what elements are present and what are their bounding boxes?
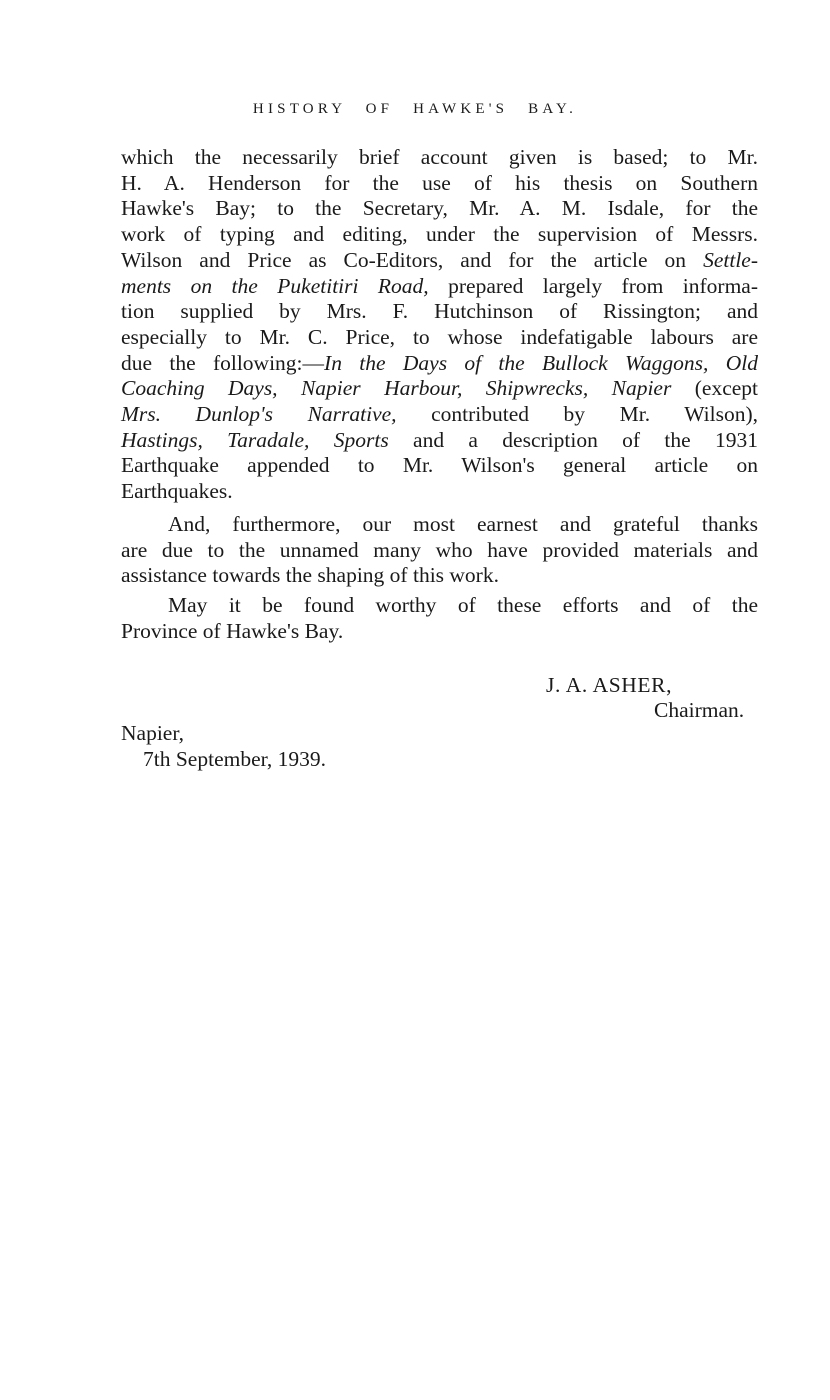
text-run: prepared largely from informa-	[428, 273, 758, 298]
text-line	[121, 376, 758, 402]
text-line	[121, 402, 758, 428]
paragraph-3-lines	[121, 593, 758, 644]
text-run: Province of Hawke's Bay.	[121, 618, 344, 643]
italic-text: Coaching Days, Napier Harbour, Shipwrecks, Napier	[121, 376, 672, 401]
text-run: and a description of the 1931	[388, 427, 759, 452]
paragraph-1-lines	[121, 145, 758, 505]
text-run: which the necessarily brief account given is based; to Mr.	[121, 145, 758, 169]
text-line	[121, 274, 758, 300]
running-head: HISTORY OF HAWKE'S BAY.	[252, 101, 578, 117]
text-line	[121, 196, 758, 222]
text-line	[121, 171, 758, 197]
text-run: due the following:—	[121, 350, 325, 375]
signature-name: J. A. ASHER,	[546, 673, 673, 697]
text-run: Earthquake appended to Mr. Wilson's general article on	[121, 453, 758, 478]
text-run: Wilson and Price as Co-Editors, and for the article on	[121, 247, 704, 272]
text-line	[121, 299, 758, 325]
paragraph-thanks	[121, 512, 758, 589]
text-line	[121, 351, 758, 377]
date-line: 7th September, 1939.	[143, 747, 327, 771]
italic-text: ments on the Puketitiri Road,	[121, 273, 429, 298]
text-line	[121, 512, 758, 538]
text-line	[121, 563, 758, 589]
text-run: tion supplied by Mrs. F. Hutchinson of Rissington; and	[121, 299, 758, 324]
text-line	[121, 453, 758, 479]
signature-title: Chairman.	[654, 698, 745, 722]
text-run: contributed by Mr. Wilson),	[396, 402, 759, 427]
text-run: And, furthermore, our most earnest and grateful thanks	[168, 512, 758, 536]
text-line	[121, 538, 758, 564]
italic-text: In the Days of the Bullock Waggons, Old	[324, 350, 759, 375]
italic-text: Hastings, Taradale, Sports	[121, 427, 389, 452]
paragraph-2-lines	[121, 512, 758, 589]
paragraph-acknowledgements	[121, 145, 758, 505]
text-line	[121, 619, 758, 645]
text-line	[121, 145, 758, 171]
italic-text: Settle-	[703, 247, 758, 272]
paragraph-closing	[121, 593, 758, 644]
text-run: especially to Mr. C. Price, to whose indefatigable labours are	[121, 324, 758, 349]
text-run: Hawke's Bay; to the Secretary, Mr. A. M. Isdale, for the	[121, 196, 758, 221]
text-run: (except	[671, 376, 758, 401]
text-run: assistance towards the shaping of this work.	[121, 563, 499, 588]
text-line	[121, 248, 758, 274]
text-line	[121, 325, 758, 351]
text-run: May it be found worthy of these efforts and of the	[168, 593, 758, 617]
text-run: work of typing and editing, under the supervision of Messrs.	[121, 222, 758, 247]
text-line	[121, 222, 758, 248]
text-line	[121, 428, 758, 454]
text-line	[121, 479, 758, 505]
italic-text: Mrs. Dunlop's Narrative,	[121, 402, 397, 427]
text-run: H. A. Henderson for the use of his thesis on Southern	[121, 170, 758, 195]
place-line: Napier,	[121, 721, 185, 745]
text-line	[121, 593, 758, 619]
text-run: are due to the unnamed many who have provided materials and	[121, 537, 758, 562]
text-run: Earthquakes.	[121, 479, 233, 504]
